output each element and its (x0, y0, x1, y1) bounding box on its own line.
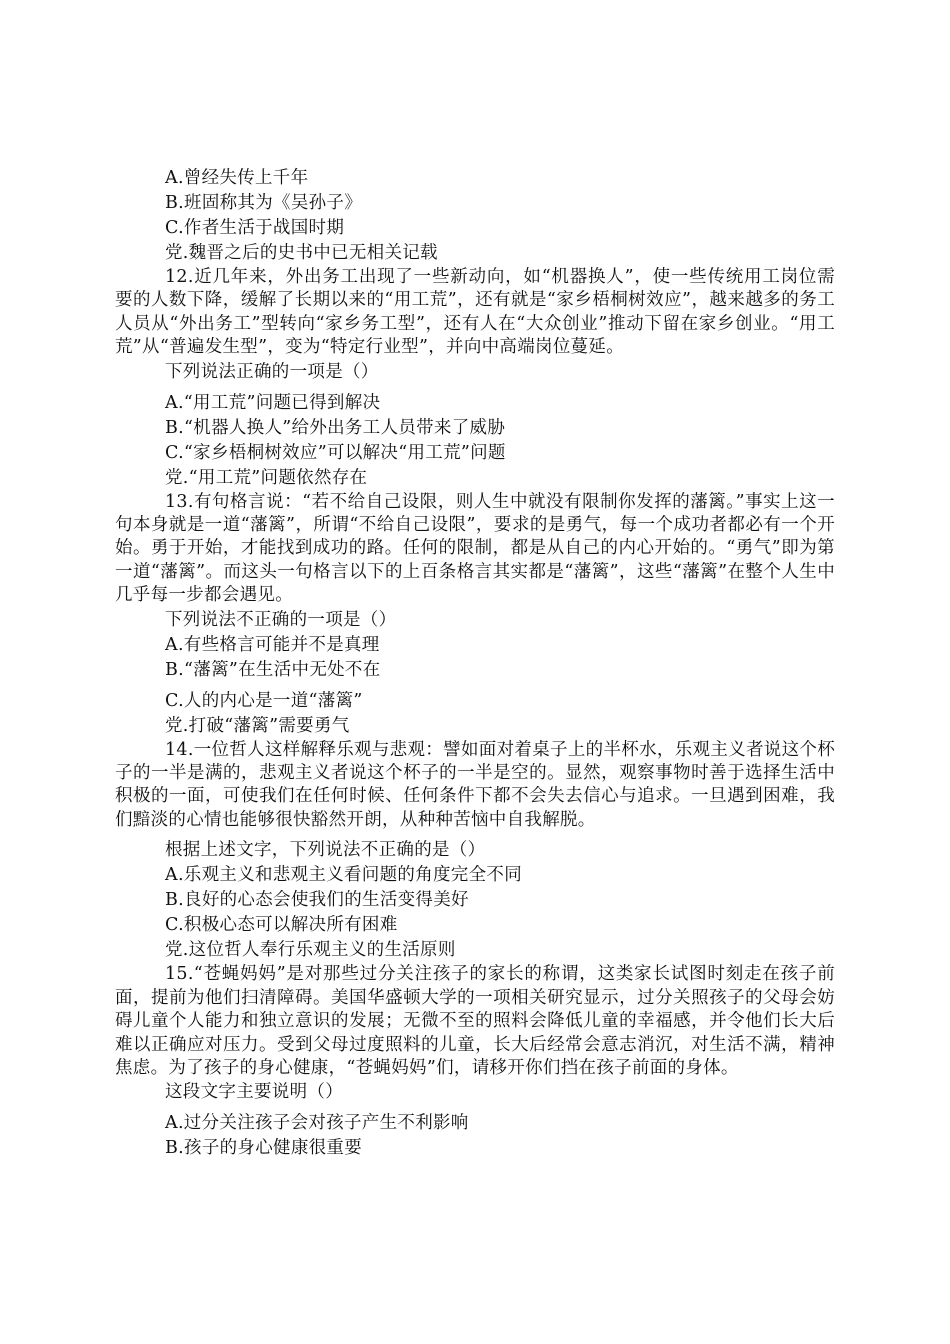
q14-option-a: A.乐观主义和悲观主义看问题的角度完全不同 (165, 865, 522, 886)
question-13 (115, 491, 835, 739)
q12-option-d: 党.“用工荒”问题依然存在 (165, 467, 368, 488)
q13-option-a: A.有些格言可能并不是真理 (165, 634, 380, 655)
q13-option-b: B.“藩篱”在生活中无处不在 (165, 659, 381, 680)
exam-page (115, 166, 835, 1161)
q13-option-c: C.人的内心是一道“藩篱” (165, 690, 363, 711)
question-15 (115, 963, 835, 1161)
q12-question: 下列说法正确的一项是（） (165, 361, 379, 382)
q12-stem: 12.近几年来，外出务工出现了一些新动向，如“机器换人”，使一些传统用工岗位需要的人数下降，缓解了长期以来的“用工荒”，还有就是“家乡梧桐树效应”，越来越多的务工人员从“外出务工”型转向“家乡务工型”，还有人在“大众创业”推动下留在家乡创业。“用工荒”从“普遍发生型”，变为“特定行业型”，并向中高端岗位蔓延。 (115, 267, 835, 358)
q12-option-a: A.“用工荒”问题已得到解决 (165, 392, 381, 413)
q12-option-b: B.“机器人换人”给外出务工人员带来了威胁 (165, 417, 506, 438)
q15-option-a: A.过分关注孩子会对孩子产生不利影响 (165, 1113, 469, 1134)
q14-option-d: 党.这位哲人奉行乐观主义的生活原则 (165, 940, 456, 961)
q11-option-b: B.班固称其为《吴孙子》 (165, 193, 363, 213)
q14-stem: 14.一位哲人这样解释乐观与悲观：譬如面对着桌子上的半杯水，乐观主义者说这个杯子的一半是满的，悲观主义者说这个杯子的一半是空的。显然，观察事物时善于选择生活中积极的一面，可使我们在任何时候、任何条件下都不会失去信心与追求。一旦遇到困难，我们黯淡的心情也能够很快豁然开朗，从种种苦恼中自我解脱。 (115, 739, 835, 830)
q14-option-b: B.良好的心态会使我们的生活变得美好 (165, 890, 469, 911)
q11-option-d: 党.魏晋之后的史书中已无相关记载 (165, 243, 438, 263)
question-11-options (115, 166, 835, 266)
q11-option-c: C.作者生活于战国时期 (165, 218, 345, 238)
q15-question: 这段文字主要说明（） (165, 1082, 343, 1103)
q15-option-b: B.孩子的身心健康很重要 (165, 1138, 363, 1159)
q13-question: 下列说法不正确的一项是（） (165, 609, 397, 630)
q13-stem: 13.有句格言说：“若不给自己设限，则人生中就没有限制你发挥的藩篱。”事实上这一句本身就是一道“藩篱”，所谓“不给自己设限”，要求的是勇气，每一个成功者都必有一个开始。勇于开始，才能找到成功的路。任何的限制，都是从自己的内心开始的。“勇气”即为第一道“藩篱”。而这头一句格言以下的上百条格言其实都是“藩篱”，这些“藩篱”在整个人生中几乎每一步都会遇见。 (115, 491, 835, 606)
question-12 (115, 266, 835, 491)
q11-option-a: A.曾经失传上千年 (165, 168, 309, 188)
q12-option-c: C.“家乡梧桐树效应”可以解决“用工荒”问题 (165, 442, 506, 463)
question-14 (115, 739, 835, 964)
q13-option-d: 党.打破“藩篱”需要勇气 (165, 715, 350, 736)
q14-option-c: C.积极心态可以解决所有困难 (165, 915, 398, 936)
q15-stem: 15.“苍蝇妈妈”是对那些过分关注孩子的家长的称谓，这类家长试图时刻走在孩子前面，提前为他们扫清障碍。美国华盛顿大学的一项相关研究显示，过分关照孩子的父母会妨碍儿童个人能力和独立意识的发展；无微不至的照料会降低儿童的幸福感，并令他们长大后难以正确应对压力。受到父母过度照料的儿童，长大后经常会意志消沉，对生活不满，精神焦虑。为了孩子的身心健康，“苍蝇妈妈”们，请移开你们挡在孩子前面的身体。 (115, 964, 835, 1078)
q14-question: 根据上述文字，下列说法不正确的是（） (165, 840, 486, 861)
